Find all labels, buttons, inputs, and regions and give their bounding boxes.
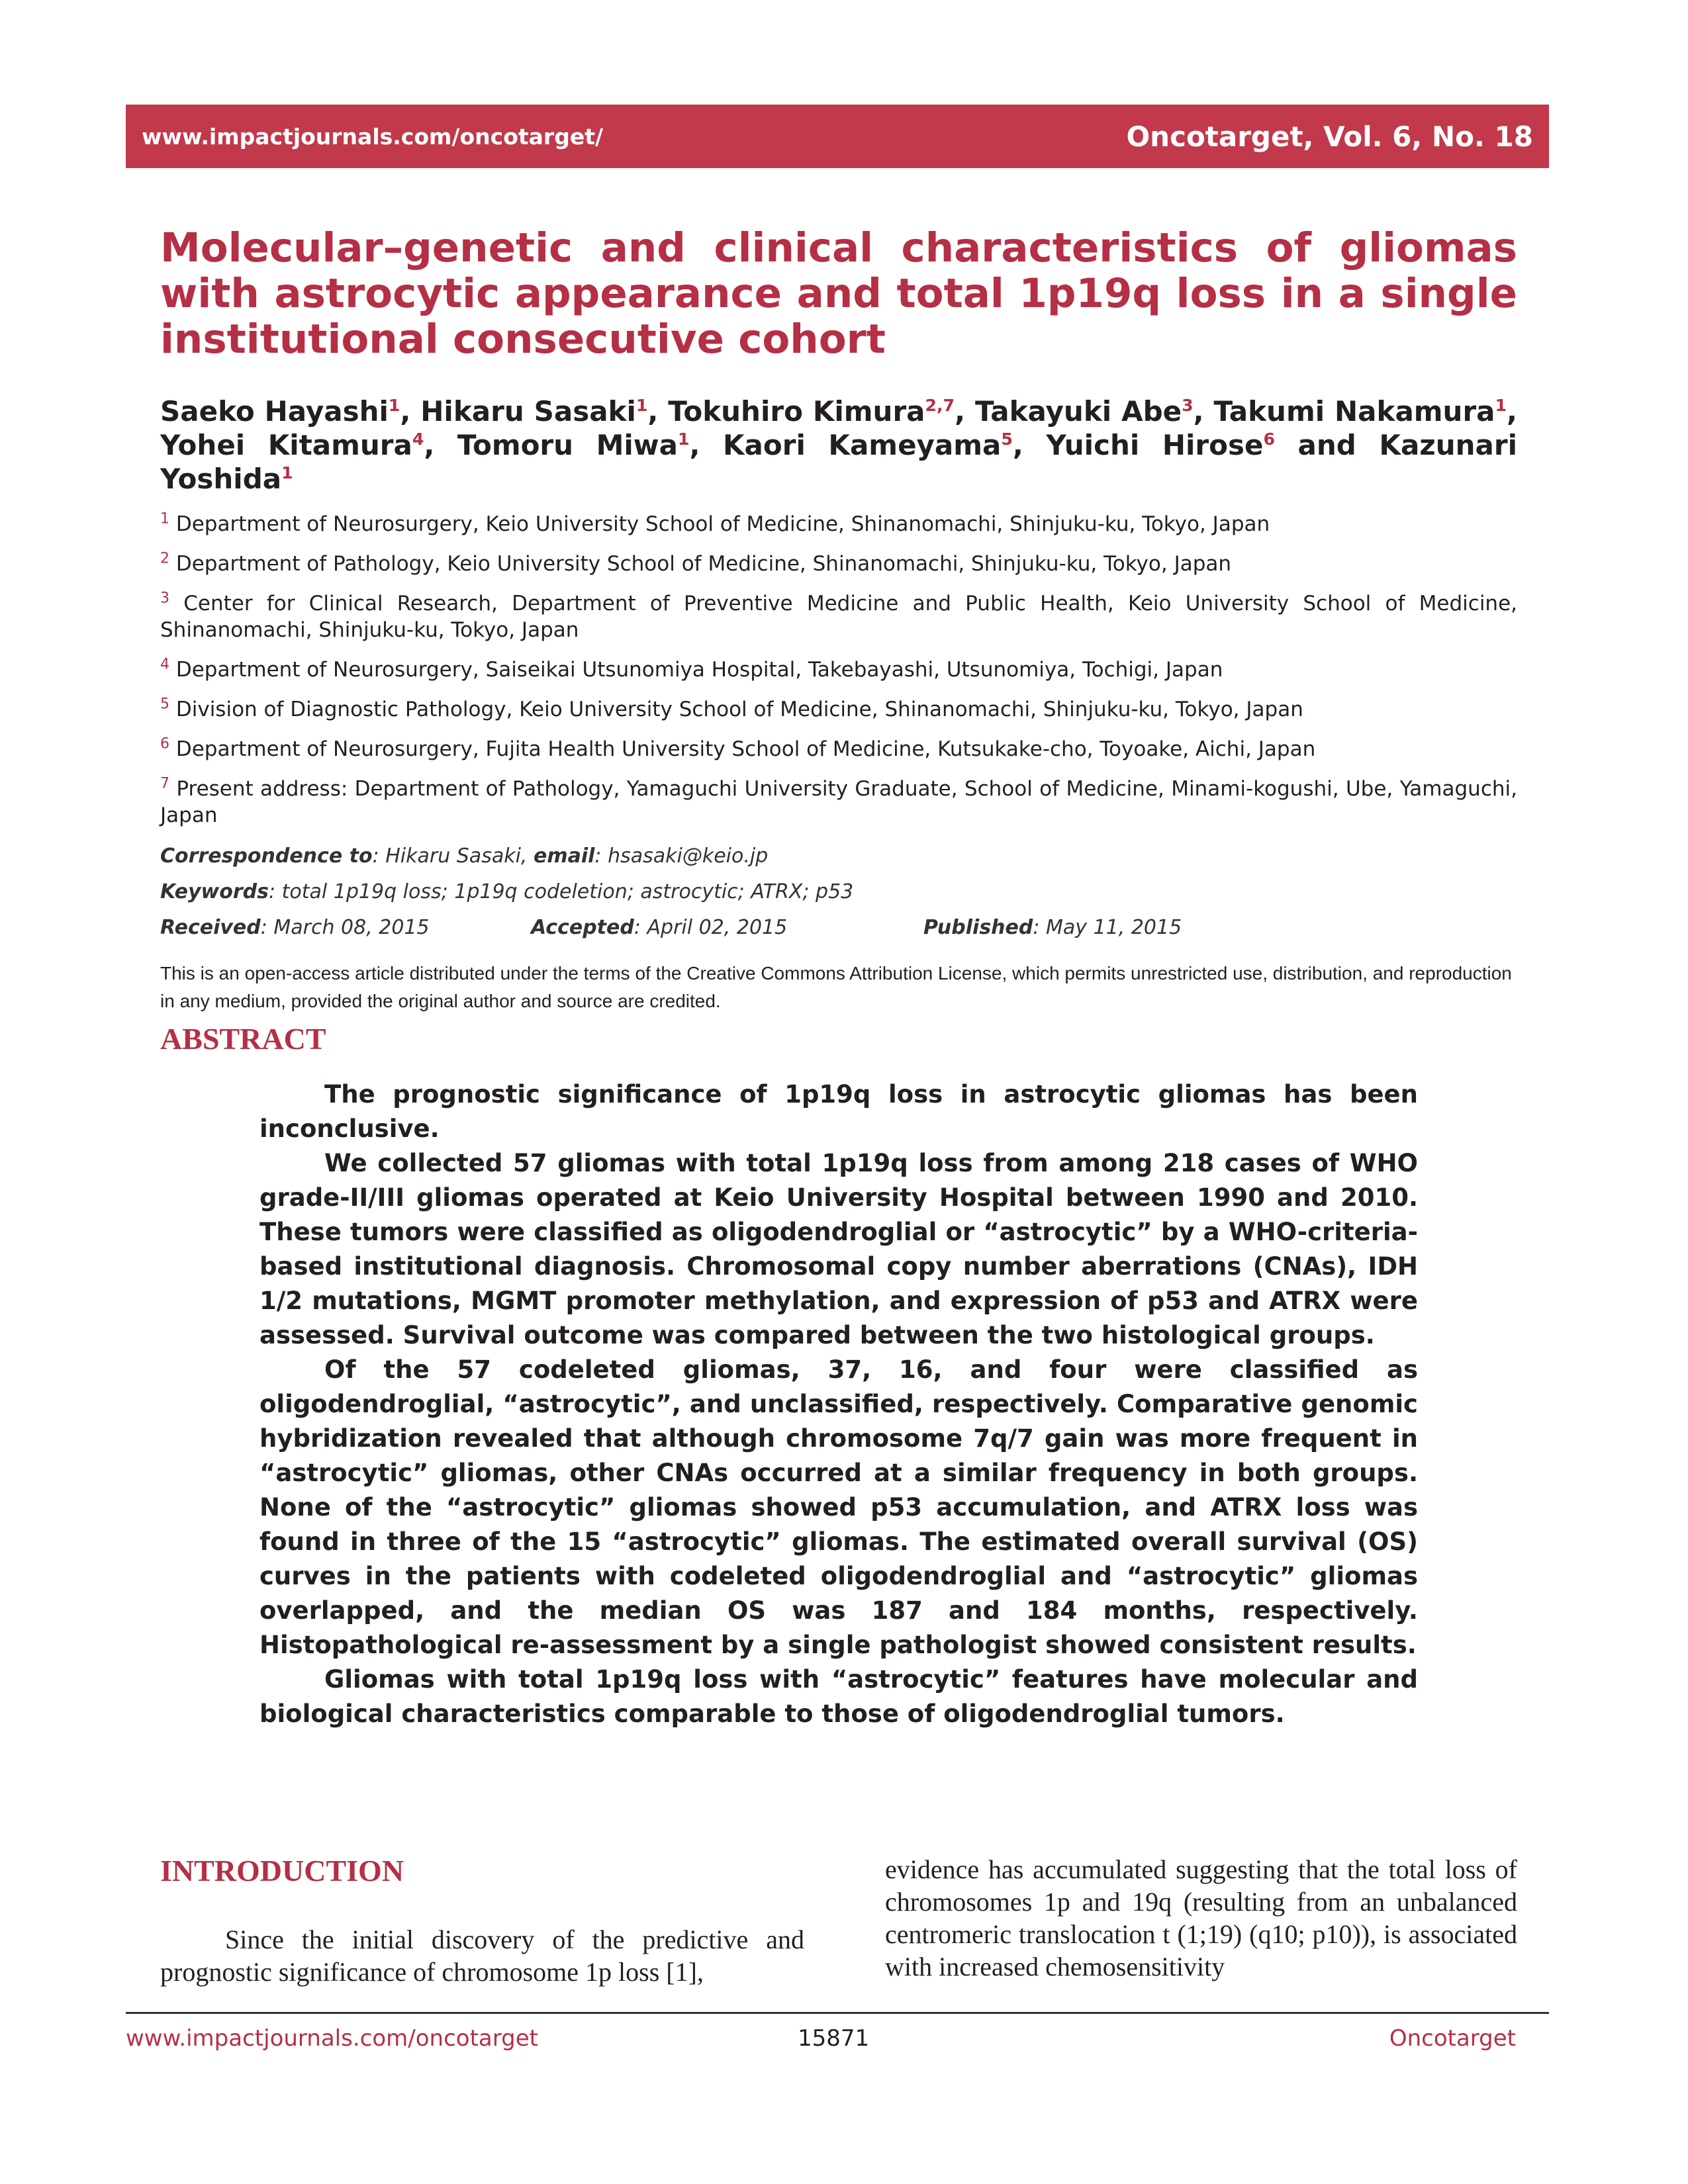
author-affiliation-number: 1: [388, 396, 400, 415]
journal-header-bar: [126, 105, 1549, 168]
published-label: Published: [923, 916, 1033, 939]
author-name: Hikaru Sasaki: [420, 395, 636, 428]
correspondence-label: Correspondence to: [160, 844, 373, 868]
received-label: Received: [160, 916, 261, 939]
accepted-label: Accepted: [531, 916, 634, 939]
accepted-value: April 02, 2015: [647, 916, 788, 939]
author: [668, 395, 955, 428]
footer-journal: Oncotarget: [1389, 2025, 1516, 2052]
author: [160, 429, 424, 461]
affiliation-text: Department of Neurosurgery, Saiseikai Utsunomiya Hospital, Takebayashi, Utsunomiya, Tochigi, Japan: [175, 658, 1223, 682]
keywords-text: total 1p19q loss; 1p19q codeletion; astrocytic; ATRX; p53: [281, 880, 854, 903]
affiliation-number: 5: [160, 696, 169, 713]
author-name: Tomoru Miwa: [457, 429, 678, 461]
affiliation-text: Center for Clinical Research, Department of Preventive Medicine and Public Health, Keio University School of Medicine, Shinanomachi, Shinjuku-ku, Tokyo, Japan: [160, 592, 1518, 642]
affiliation: [160, 511, 1517, 537]
affiliation: [160, 590, 1517, 643]
affiliation: [160, 657, 1517, 683]
affiliation-text: Department of Neurosurgery, Keio University School of Medicine, Shinanomachi, Shinjuku-ku, Tokyo, Japan: [175, 512, 1270, 536]
abstract-heading: ABSTRACT: [160, 1022, 326, 1056]
author-name: Yuichi Hirose: [1046, 429, 1264, 461]
author-affiliation-number: 2,7: [925, 396, 955, 415]
header-journal: Oncotarget, Vol. 6, No. 18: [1126, 120, 1533, 153]
affiliation: [160, 551, 1517, 577]
author: [723, 429, 1013, 461]
author-name: Kazunari Yoshida: [160, 429, 1517, 495]
license-statement: This is an open-access article distributed under the terms of the Creative Commons Attribution License, which permits unrestricted use, distribution, and reproduction in any medium, provided the original author and source are credited.: [160, 963, 1512, 1011]
abstract-paragraph: Of the 57 codeleted gliomas, 37, 16, and four were classified as oligodendroglial, “astrocytic”, and unclassified, respectively. Comparative genomic hybridization revealed that although chromosome 7q/7 gain was more frequent in “astrocytic” gliomas, other CNAs occurred at a similar frequency in both groups. None of the “astrocytic” gliomas showed p53 accumulation, and ATRX loss was found in three of the 15 “astrocytic” gliomas. The estimated overall survival (OS) curves in the patients with codeleted oligodendroglial and “astrocytic” gliomas overlapped, and the median OS was 187 and 184 months, respectively. Histopathological re-assessment by a single pathologist showed consistent results.: [259, 1355, 1418, 1659]
affiliation-number: 7: [160, 775, 169, 792]
introduction-heading: INTRODUCTION: [160, 1854, 404, 1888]
affiliation-number: 3: [160, 590, 169, 607]
author: [457, 429, 690, 461]
header-url-link[interactable]: www.impactjournals.com/oncotarget/: [142, 123, 604, 150]
author: [1046, 429, 1275, 461]
keywords: Keywords: total 1p19q loss; 1p19q codeletion; astrocytic; ATRX; p53: [160, 880, 854, 903]
keywords-label: Keywords: [160, 880, 269, 903]
published-value: May 11, 2015: [1046, 916, 1182, 939]
affiliation: [160, 776, 1517, 829]
affiliation-text: Division of Diagnostic Pathology, Keio University School of Medicine, Shinanomachi, Shinjuku-ku, Tokyo, Japan: [175, 698, 1303, 721]
email-link[interactable]: hsasaki@keio.jp: [608, 844, 769, 868]
affiliation-number: 2: [160, 550, 169, 567]
published-date: Published: May 11, 2015: [923, 916, 1182, 939]
author-name: Yohei Kitamura: [160, 429, 412, 461]
author: [420, 395, 647, 428]
accepted-date: Accepted: April 02, 2015: [531, 916, 788, 939]
author-affiliation-number: 4: [412, 430, 424, 449]
correspondence: Correspondence to: Hikaru Sasaki, email: hsasaki@keio.jp: [160, 844, 769, 868]
author: [1214, 395, 1507, 428]
author-name: Kaori Kameyama: [723, 429, 1002, 461]
affiliation-number: 6: [160, 735, 169, 752]
received-date: Received: March 08, 2015: [160, 916, 430, 939]
affiliation-number: 4: [160, 656, 169, 673]
author-name: Takumi Nakamura: [1213, 395, 1495, 428]
author-affiliation-number: 1: [635, 396, 648, 415]
intro-left-column: Since the initial discovery of the predictive and prognostic significance of chromosome 1p loss [1],: [160, 1925, 804, 1987]
abstract-body: [259, 1077, 1418, 1731]
affiliation: [160, 696, 1517, 723]
affiliation-text: Department of Pathology, Keio University School of Medicine, Shinanomachi, Shinjuku-ku, Tokyo, Japan: [175, 552, 1232, 576]
affiliation-text: Department of Neurosurgery, Fujita Health University School of Medicine, Kutsukake-cho, Toyoake, Aichi, Japan: [175, 737, 1316, 761]
author: [975, 395, 1194, 428]
affiliation-number: 1: [160, 510, 169, 527]
intro-right-column: evidence has accumulated suggesting that the total loss of chromosomes 1p and 19q (resulting from an unbalanced centromeric translocation t (1;19) (q10; p10)), is associated with increased chemosensitivity: [885, 1854, 1517, 1981]
author-affiliation-number: 1: [281, 463, 293, 482]
received-value: March 08, 2015: [273, 916, 430, 939]
author-affiliation-number: 3: [1182, 396, 1194, 415]
affiliation-text: Present address: Department of Pathology, Yamaguchi University Graduate, School of Medicine, Minami-kogushi, Ube, Yamaguchi, Japan: [160, 777, 1517, 827]
author-name: Saeko Hayashi: [160, 395, 389, 428]
affiliations: [160, 511, 1517, 842]
email-label: email: [534, 844, 595, 868]
author-affiliation-number: 6: [1263, 430, 1275, 449]
footer-url-link[interactable]: www.impactjournals.com/oncotarget: [126, 2025, 538, 2052]
abstract-paragraph: We collected 57 gliomas with total 1p19q loss from among 218 cases of WHO grade-II/III gliomas operated at Keio University Hospital between 1990 and 2010. These tumors were classified as oligodendroglial or “astrocytic” by a WHO-criteria-based institutional diagnosis. Chromosomal copy number aberrations (CNAs), IDH 1/2 mutations, MGMT promoter methylation, and expression of p53 and ATRX were assessed. Survival outcome was compared between the two histological groups.: [259, 1149, 1418, 1349]
abstract-paragraph: The prognostic significance of 1p19q loss in astrocytic gliomas has been inconclusive.: [259, 1080, 1418, 1143]
author-name: Tokuhiro Kimura: [668, 395, 925, 428]
author-name: Takayuki Abe: [975, 395, 1182, 428]
article-title: Molecular–genetic and clinical characteristics of gliomas with astrocytic appearance and total 1p19q loss in a single institutional consecutive cohort: [160, 224, 1517, 363]
author-affiliation-number: 1: [677, 430, 690, 449]
footer-divider: [126, 2012, 1549, 2014]
author-affiliation-number: 1: [1495, 396, 1507, 415]
abstract-paragraph: Gliomas with total 1p19q loss with “astrocytic” features have molecular and biological characteristics comparable to those of oligodendroglial tumors.: [259, 1665, 1418, 1728]
page-number: 15871: [798, 2025, 870, 2052]
correspondence-name: Hikaru Sasaki,: [385, 844, 528, 868]
author: [160, 395, 400, 428]
affiliation: [160, 736, 1517, 762]
author-list: Saeko Hayashi$^1$, Hikaru Sasaki$^1$, Tokuhiro Kimura$^{2,7}$, Takayuki Abe$^3$, Takumi Nakamura$^1$, Yohei Kitamura$^4$, Tomoru Miwa$^1$, Kaori Kameyama$^5$, Yuichi Hirose$^6$ and Kazunari Yoshida$^1$: [160, 395, 1518, 495]
author-affiliation-number: 5: [1001, 430, 1013, 449]
